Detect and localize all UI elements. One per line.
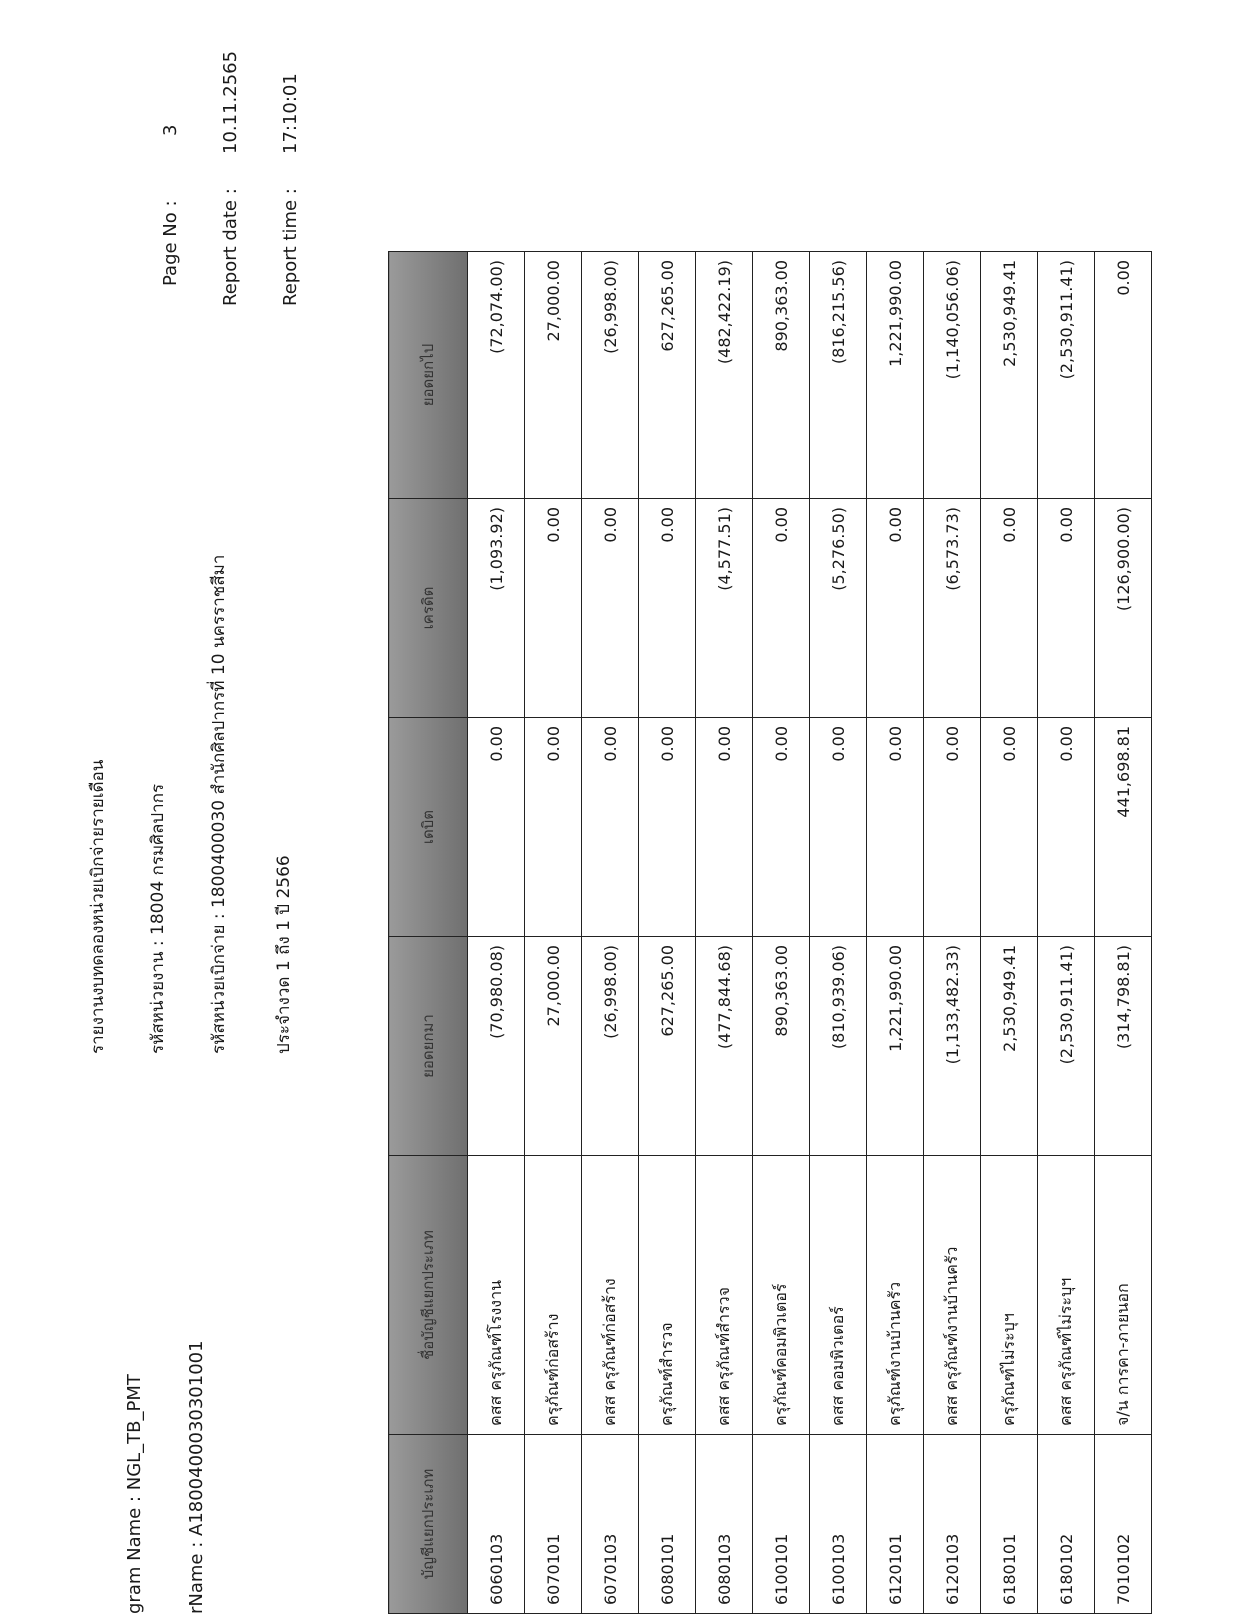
cell-carried-forward: (72,074.00) (468, 252, 525, 499)
table-row (525, 252, 582, 1614)
column-header-brought-forward: ยอดยกมา (389, 937, 468, 1156)
cell-brought-forward: (1,133,482.33) (924, 937, 981, 1156)
cell-carried-forward: (816,215.56) (810, 252, 867, 499)
cell-brought-forward: (477,844.68) (696, 937, 753, 1156)
trial-balance-table (388, 251, 1152, 1614)
table-row (924, 252, 981, 1614)
report-date: 10.11.2565 (220, 50, 241, 154)
cell-debit: 0.00 (525, 718, 582, 937)
cell-credit: 0.00 (1038, 499, 1095, 718)
cell-carried-forward: 890,363.00 (753, 252, 810, 499)
cell-brought-forward: 627,265.00 (639, 937, 696, 1156)
table-row (639, 252, 696, 1614)
cell-carried-forward: 27,000.00 (525, 252, 582, 499)
cell-credit: (6,573.73) (924, 499, 981, 718)
cell-credit: 0.00 (525, 499, 582, 718)
cell-account-code: 6070101 (525, 1435, 582, 1614)
report-period: ประจำงวด 1 ถึง 1 ปี 2566 (274, 855, 294, 1054)
cell-carried-forward: 1,221,990.00 (867, 252, 924, 499)
cell-credit: 0.00 (753, 499, 810, 718)
cell-account-name: คสส ครุภัณฑ์ก่อสร้าง (582, 1156, 639, 1435)
page-number: 3 (160, 124, 181, 136)
cell-account-name: คสส ครุภัณฑ์ไม่ระบุฯ (1038, 1156, 1095, 1435)
table-header-row (389, 252, 468, 1614)
cell-debit: 0.00 (1038, 718, 1095, 937)
cell-account-code: 6180101 (981, 1435, 1038, 1614)
column-header-carried-forward: ยอดยกไป (389, 252, 468, 499)
cell-debit: 441,698.81 (1095, 718, 1152, 937)
program-name: gram Name : NGL_TB_PMT (124, 1374, 145, 1614)
cell-account-name: คสส ครุภัณฑ์งานบ้านครัว (924, 1156, 981, 1435)
table-row (981, 252, 1038, 1614)
agency-code: รหัสหน่วยงาน : 18004 กรมศิลปากร (148, 783, 168, 1054)
cell-credit: 0.00 (582, 499, 639, 718)
cell-account-name: ครุภัณฑ์ก่อสร้าง (525, 1156, 582, 1435)
cell-account-name: ครุภัณฑ์คอมพิวเตอร์ (753, 1156, 810, 1435)
cell-brought-forward: (810,939.06) (810, 937, 867, 1156)
cell-account-code: 6080103 (696, 1435, 753, 1614)
cell-credit: 0.00 (981, 499, 1038, 718)
disbursement-unit: รหัสหน่วยเบิกจ่าย : 1800400030 สำนักศิลปากรที่ 10 นครราชสีมา (209, 554, 229, 1054)
cell-account-code: 6180102 (1038, 1435, 1095, 1614)
cell-brought-forward: (26,998.00) (582, 937, 639, 1156)
cell-brought-forward: (314,798.81) (1095, 937, 1152, 1156)
cell-brought-forward: (70,980.08) (468, 937, 525, 1156)
report-time-label: Report time : (280, 188, 301, 306)
cell-account-code: 6080101 (639, 1435, 696, 1614)
cell-carried-forward: (26,998.00) (582, 252, 639, 499)
report-date-label: Report date : (220, 188, 241, 306)
cell-account-name: ครุภัณฑ์งานบ้านครัว (867, 1156, 924, 1435)
cell-debit: 0.00 (924, 718, 981, 937)
cell-brought-forward: 890,363.00 (753, 937, 810, 1156)
cell-account-code: 6060103 (468, 1435, 525, 1614)
cell-debit: 0.00 (639, 718, 696, 937)
cell-credit: (1,093.92) (468, 499, 525, 718)
cell-debit: 0.00 (468, 718, 525, 937)
cell-account-name: จ/น การคา-ภายนอก (1095, 1156, 1152, 1435)
cell-brought-forward: 1,221,990.00 (867, 937, 924, 1156)
cell-account-code: 6070103 (582, 1435, 639, 1614)
cell-debit: 0.00 (981, 718, 1038, 937)
report-time: 17:10:01 (280, 73, 301, 154)
table-row (867, 252, 924, 1614)
cell-debit: 0.00 (810, 718, 867, 937)
table-row (468, 252, 525, 1614)
cell-credit: (5,276.50) (810, 499, 867, 718)
column-header-name: ชื่อบัญชีแยกประเภท (389, 1156, 468, 1435)
table-row (696, 252, 753, 1614)
user-name: rName : A1800400030301001 (186, 1340, 207, 1614)
column-header-code: บัญชีแยกประเภท (389, 1435, 468, 1614)
page-label: Page No : (160, 200, 181, 286)
table-row (1095, 252, 1152, 1614)
cell-credit: 0.00 (639, 499, 696, 718)
cell-account-name: คสส ครุภัณฑ์โรงงาน (468, 1156, 525, 1435)
table-row (753, 252, 810, 1614)
cell-debit: 0.00 (582, 718, 639, 937)
cell-debit: 0.00 (867, 718, 924, 937)
table-row (1038, 252, 1095, 1614)
cell-brought-forward: 27,000.00 (525, 937, 582, 1156)
cell-carried-forward: (482,422.19) (696, 252, 753, 499)
cell-brought-forward: (2,530,911.41) (1038, 937, 1095, 1156)
cell-credit: 0.00 (867, 499, 924, 718)
column-header-credit: เครดิต (389, 499, 468, 718)
cell-account-name: คสส คอมพิวเตอร์ (810, 1156, 867, 1435)
cell-debit: 0.00 (753, 718, 810, 937)
cell-credit: (126,900.00) (1095, 499, 1152, 718)
cell-carried-forward: (1,140,056.06) (924, 252, 981, 499)
cell-account-code: 7010102 (1095, 1435, 1152, 1614)
cell-account-code: 6100101 (753, 1435, 810, 1614)
cell-carried-forward: 627,265.00 (639, 252, 696, 499)
cell-account-code: 6120101 (867, 1435, 924, 1614)
cell-carried-forward: 0.00 (1095, 252, 1152, 499)
table-row (810, 252, 867, 1614)
cell-account-name: ครุภัณฑ์ไม่ระบุฯ (981, 1156, 1038, 1435)
report-title: รายงานงบทดลองหน่วยเบิกจ่ายรายเดือน (88, 759, 108, 1054)
cell-account-code: 6120103 (924, 1435, 981, 1614)
table-row (582, 252, 639, 1614)
cell-account-code: 6100103 (810, 1435, 867, 1614)
cell-account-name: คสส ครุภัณฑ์สำรวจ (696, 1156, 753, 1435)
cell-brought-forward: 2,530,949.41 (981, 937, 1038, 1156)
cell-credit: (4,577.51) (696, 499, 753, 718)
cell-account-name: ครุภัณฑ์สำรวจ (639, 1156, 696, 1435)
cell-carried-forward: 2,530,949.41 (981, 252, 1038, 499)
column-header-debit: เดบิต (389, 718, 468, 937)
cell-debit: 0.00 (696, 718, 753, 937)
cell-carried-forward: (2,530,911.41) (1038, 252, 1095, 499)
